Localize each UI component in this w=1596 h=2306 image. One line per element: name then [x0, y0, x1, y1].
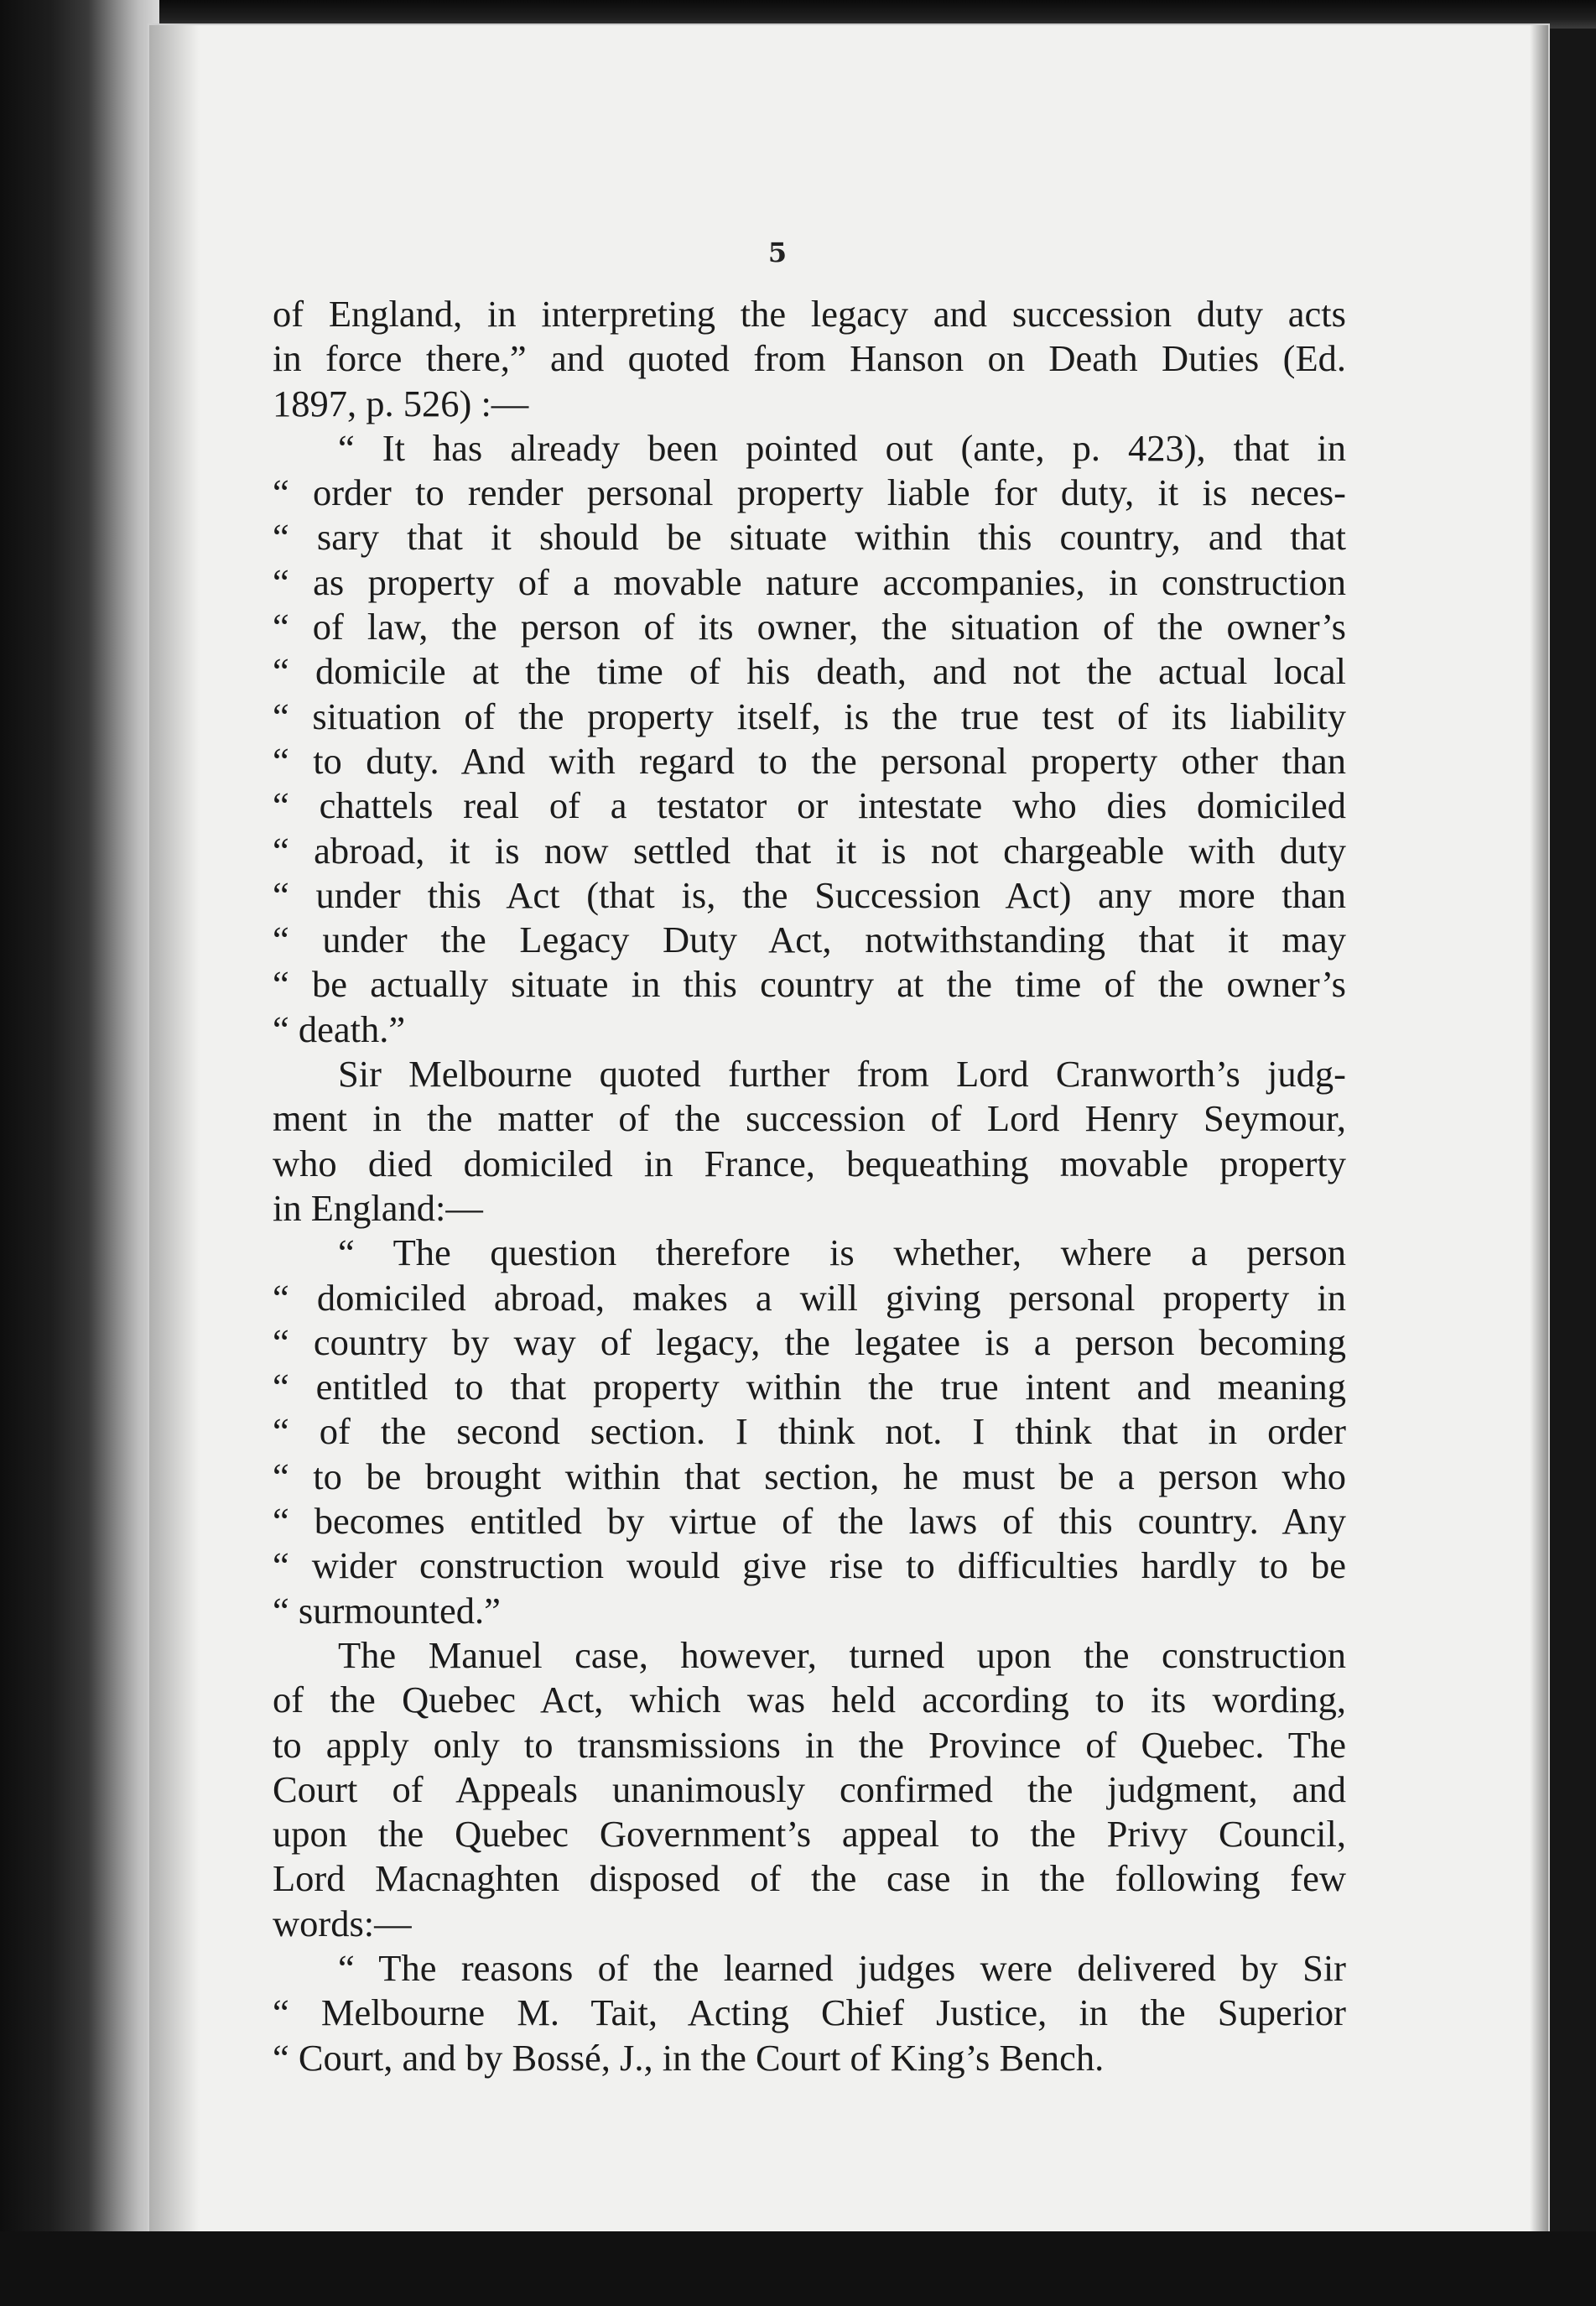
quote-line: “ be actually situate in this country at the time of the owner’s: [273, 963, 1346, 1006]
quote-line: “ situation of the property itself, is the true test of its liability: [273, 695, 1346, 737]
text-line: Lord Macnaghten disposed of the case in the following few: [273, 1857, 1346, 1900]
quote-line: “ The question therefore is whether, where a person: [338, 1231, 1346, 1274]
book-gutter-edge: [0, 0, 159, 2306]
text-line: in England:—: [273, 1186, 483, 1229]
scan-bottom-border: [0, 2231, 1596, 2306]
text-line: in force there,” and quoted from Hanson on Death Duties (Ed.: [273, 337, 1346, 380]
quote-line: “ as property of a movable nature accompanies, in construction: [273, 560, 1346, 603]
quote-line: “ to duty. And with regard to the personal property other than: [273, 739, 1346, 782]
quote-line: “ wider construction would give rise to difficulties hardly to be: [273, 1544, 1346, 1587]
quote-line: “ of law, the person of its owner, the situation of the owner’s: [273, 606, 1346, 648]
text-line: Court of Appeals unanimously confirmed the judgment, and: [273, 1767, 1346, 1810]
quote-line: “ chattels real of a testator or intestate who dies domiciled: [273, 784, 1346, 827]
text-line: words:—: [273, 1902, 412, 1944]
quote-line: “ abroad, it is now settled that it is not chargeable with duty: [273, 829, 1346, 872]
quote-line: “ Melbourne M. Tait, Acting Chief Justice, in the Superior: [273, 1991, 1346, 2034]
quote-line: “ Court, and by Bossé, J., in the Court of King’s Bench.: [273, 2036, 1105, 2079]
text-line: upon the Quebec Government’s appeal to the Privy Council,: [273, 1813, 1346, 1856]
quote-line: “ under this Act (that is, the Succession Act) any more than: [273, 873, 1346, 916]
quote-line: “ sary that it should be situate within this country, and that: [273, 516, 1346, 559]
quote-line: “ becomes entitled by virtue of the laws of this country. Any: [273, 1500, 1346, 1543]
quote-line: “ surmounted.”: [273, 1589, 501, 1632]
quote-line: “ domiciled abroad, makes a will giving personal property in: [273, 1276, 1346, 1319]
quote-line: “ country by way of legacy, the legatee is a person becoming: [273, 1320, 1346, 1363]
quote-line: “ It has already been pointed out (ante, p. 423), that in: [338, 426, 1346, 469]
text-line: Sir Melbourne quoted further from Lord Cranworth’s judg-: [338, 1053, 1346, 1096]
text-line: 1897, p. 526) :—: [273, 382, 529, 424]
quote-line: “ The reasons of the learned judges were delivered by Sir: [338, 1946, 1346, 1989]
quote-line: “ under the Legacy Duty Act, notwithstanding that it may: [273, 919, 1346, 961]
page-body-text: [273, 292, 1346, 2080]
quote-line: “ domicile at the time of his death, and not the actual local: [273, 650, 1346, 693]
quote-line: “ entitled to that property within the true intent and meaning: [273, 1366, 1346, 1408]
quote-line: “ order to render personal property liable for duty, it is neces-: [273, 471, 1346, 514]
text-line: of England, in interpreting the legacy and succession duty acts: [273, 293, 1346, 335]
text-line: The Manuel case, however, turned upon the construction: [338, 1633, 1346, 1676]
quote-line: “ to be brought within that section, he must be a person who: [273, 1455, 1346, 1497]
text-line: of the Quebec Act, which was held according to its wording,: [273, 1679, 1346, 1721]
text-line: to apply only to transmissions in the Province of Quebec. The: [273, 1723, 1346, 1766]
text-line: who died domiciled in France, bequeathing movable property: [273, 1142, 1346, 1184]
scan-top-border: [0, 0, 1596, 29]
text-line: ment in the matter of the succession of Lord Henry Seymour,: [273, 1097, 1346, 1140]
quote-line: “ of the second section. I think not. I think that in order: [273, 1410, 1346, 1453]
quote-line: “ death.”: [273, 1007, 406, 1050]
page-number: 5: [767, 237, 788, 268]
